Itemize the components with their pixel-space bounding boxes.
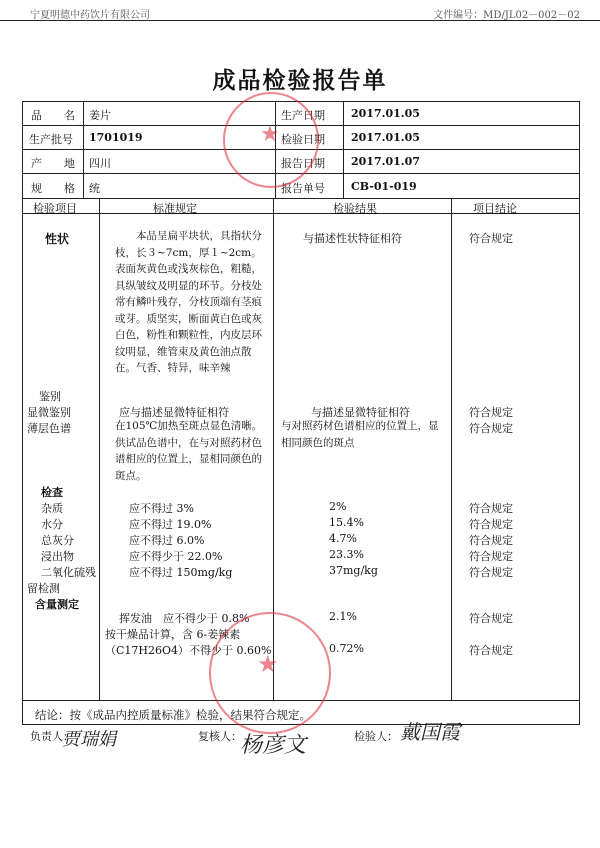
star-icon: ★ xyxy=(257,650,279,678)
report-number-value: CB-01-019 xyxy=(351,180,417,193)
divider xyxy=(23,198,579,199)
check-standard: 应不得过 3% xyxy=(129,502,194,515)
column-header-item: 检验项目 xyxy=(33,202,77,215)
origin-value: 四川 xyxy=(89,157,111,170)
manager-label: 负责人： xyxy=(30,730,74,743)
star-icon: ★ xyxy=(260,122,280,147)
test-date-value: 2017.01.05 xyxy=(351,131,420,144)
check-result: 2% xyxy=(329,500,347,513)
volatile-oil-result: 2.1% xyxy=(329,610,357,623)
check-conclusion: 符合规定 xyxy=(469,534,513,547)
report-date-value: 2017.01.07 xyxy=(351,155,420,168)
check-item: 总灰分 xyxy=(41,534,74,547)
gingerol-standard-line2: （C17H26O4）不得少于 0.60% xyxy=(105,644,272,657)
name-value: 姜片 xyxy=(89,109,111,122)
check-conclusion: 符合规定 xyxy=(469,518,513,531)
character-standard: 本品呈扁平块状，具指状分枝，长３~7cm，厚１~2cm。表面灰黄色或浅灰棕色，粗糙，具纵皱纹及明显的环节。分枝处常有鳞叶残存，分枝顶端有茎痕或芽。质坚实，断面黄白色或灰白色，粉性和颗粒性，内皮层环纹明显，维管束及黄色油点散在。气香、特异，味辛辣 xyxy=(115,230,262,374)
company-name: 宁夏明德中药饮片有限公司 xyxy=(30,10,150,21)
check-standard: 应不得过 6.0% xyxy=(129,534,205,547)
document-header xyxy=(0,6,600,21)
check-result: 23.3% xyxy=(329,548,364,561)
volatile-oil-standard: 挥发油 应不得少于 0.8% xyxy=(119,612,250,625)
tlc-conclusion: 符合规定 xyxy=(469,422,513,435)
check-item: 杂质 xyxy=(41,502,63,515)
check-conclusion: 符合规定 xyxy=(469,566,513,579)
tlc-item: 薄层色谱 xyxy=(27,422,71,435)
tlc-result: 与对照药材色谱相应的位置上，显相同颜色的斑点 xyxy=(281,420,439,449)
gingerol-result: 0.72% xyxy=(329,642,364,655)
page-title: 成品检验报告单 xyxy=(212,68,388,94)
check-item-continued: 留检测 xyxy=(27,582,60,595)
report-table xyxy=(22,101,580,725)
check-conclusion: 符合规定 xyxy=(469,550,513,563)
manager-signature: 贾瑞娟 xyxy=(62,729,116,750)
check-standard: 应不得少于 22.0% xyxy=(129,550,223,563)
assay-title: 含量测定 xyxy=(35,598,79,611)
reviewer-label: 复核人： xyxy=(198,730,242,743)
check-title: 检查 xyxy=(41,486,63,499)
check-item: 二氧化硫残 xyxy=(41,566,96,579)
spec-value: 统 xyxy=(89,182,100,195)
check-conclusion: 符合规定 xyxy=(469,502,513,515)
column-header-conclusion: 项目结论 xyxy=(473,202,517,215)
character-result: 与描述性状特征相符 xyxy=(303,232,402,245)
reviewer-signature: 杨彦文 xyxy=(240,733,307,758)
check-result: 37mg/kg xyxy=(329,564,378,577)
report-date-label: 报告日期 xyxy=(281,157,325,170)
name-label: 品 名 xyxy=(31,109,75,122)
report-number-label: 报告单号 xyxy=(281,182,325,195)
inspector-label: 检验人： xyxy=(354,730,398,743)
column-header-standard: 标准规定 xyxy=(153,202,197,215)
check-result: 15.4% xyxy=(329,516,364,529)
check-standard: 应不得过 150mg/kg xyxy=(129,566,233,579)
micro-identification-standard: 应与描述显微特征相符 xyxy=(119,406,229,419)
divider xyxy=(83,102,84,198)
volatile-oil-conclusion: 符合规定 xyxy=(469,612,513,625)
divider xyxy=(343,102,344,198)
inspector-signature: 戴国霞 xyxy=(400,720,460,744)
divider xyxy=(99,198,100,700)
micro-identification-result: 与描述显微特征相符 xyxy=(311,406,410,419)
gingerol-standard-line1: 按干燥品计算，含 6-姜辣素 xyxy=(105,628,241,641)
inspection-stamp-seal xyxy=(209,612,331,734)
micro-identification-conclusion: 符合规定 xyxy=(469,406,513,419)
column-header-result: 检验结果 xyxy=(333,202,377,215)
divider xyxy=(451,198,452,700)
check-standard: 应不得过 19.0% xyxy=(129,518,212,531)
check-result: 4.7% xyxy=(329,532,357,545)
final-conclusion: 结论：按《成品内控质量标准》检验，结果符合规定。 xyxy=(35,708,311,722)
batch-value: 1701019 xyxy=(89,131,143,144)
character-conclusion: 符合规定 xyxy=(469,232,513,245)
batch-label: 生产批号 xyxy=(29,133,73,146)
origin-label: 产 地 xyxy=(31,157,75,170)
document-number: 文件编号：MD/JL02－002－02 xyxy=(433,10,580,21)
character-item: 性状 xyxy=(45,232,70,246)
production-date-value: 2017.01.05 xyxy=(351,107,420,120)
spec-label: 规 格 xyxy=(31,182,75,195)
check-item: 水分 xyxy=(41,518,63,531)
gingerol-conclusion: 符合规定 xyxy=(469,644,513,657)
micro-identification-item: 显微鉴别 xyxy=(27,406,71,419)
identification-title: 鉴别 xyxy=(39,390,61,403)
production-date-label: 生产日期 xyxy=(281,109,325,122)
tlc-standard: 在105℃加热至斑点显色清晰。供试品色谱中，在与对照药材色谱相应的位置上，显相同颜色的斑点。 xyxy=(115,420,263,482)
test-date-label: 检验日期 xyxy=(281,133,325,146)
check-item: 浸出物 xyxy=(41,550,74,563)
quality-stamp-seal xyxy=(223,92,319,188)
